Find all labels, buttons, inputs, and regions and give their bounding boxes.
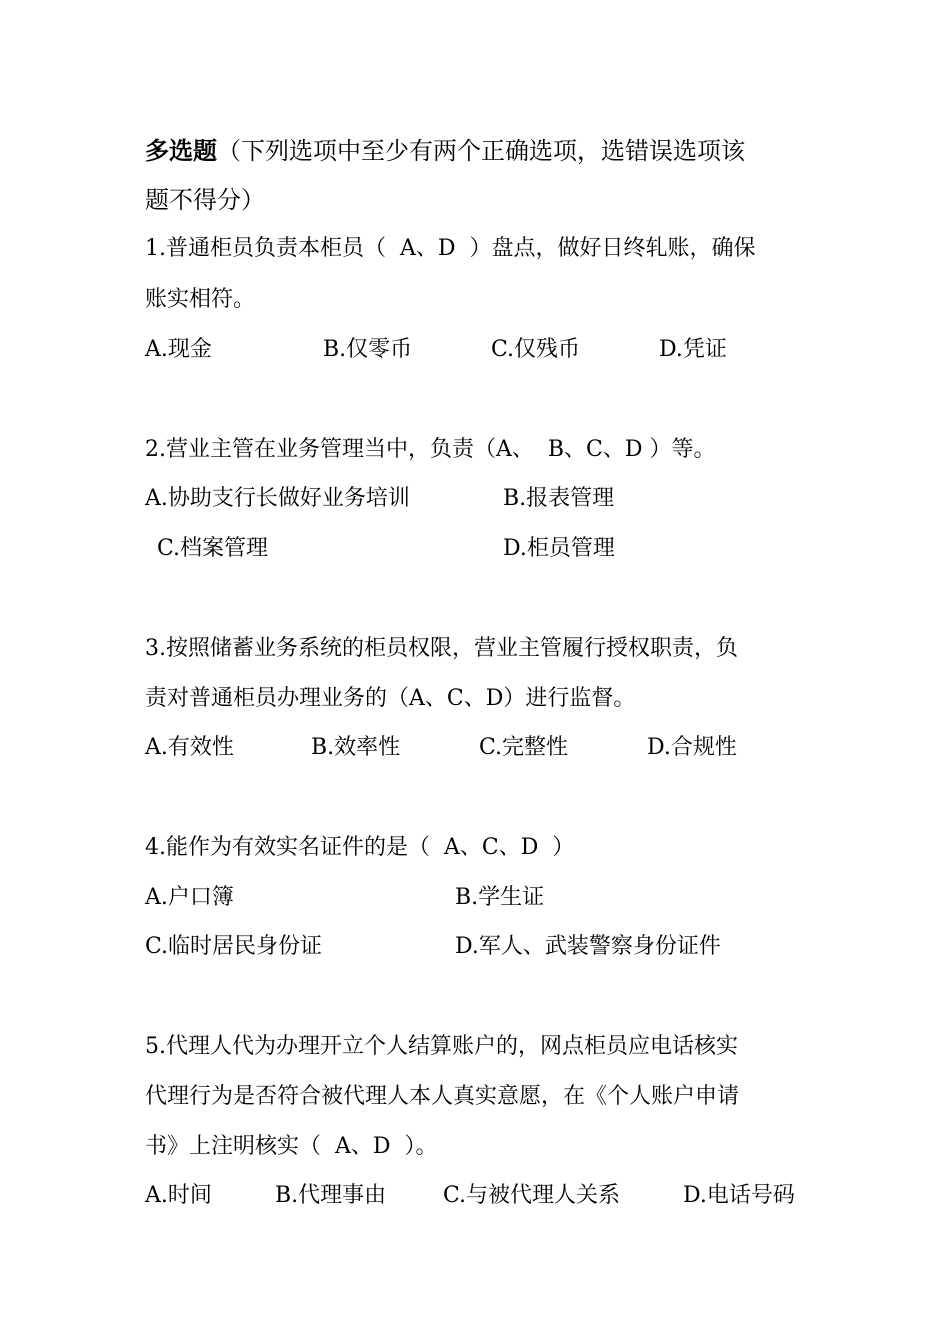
- question-1-option-c: C.仅残币: [491, 337, 581, 362]
- question-3-text: 3.按照储蓄业务系统的柜员权限，营业主管履行授权职责，负: [145, 636, 738, 661]
- question-1-option-d: D.凭证: [659, 337, 727, 362]
- question-4-option-a: A.户口簿: [145, 885, 234, 910]
- question-5-option-c: C.与被代理人关系: [443, 1183, 621, 1208]
- question-3-option-a: A.有效性: [145, 735, 234, 760]
- question-4-text: 4.能作为有效实名证件的是（ A、C、D ）: [145, 835, 575, 860]
- question-5-text-cont-1: 代理行为是否符合被代理人本人真实意愿，在《个人账户申请: [145, 1084, 740, 1109]
- section-instruction-cont: 题不得分）: [145, 186, 265, 214]
- question-5-option-a: A.时间: [145, 1183, 212, 1208]
- question-5-option-d: D.电话号码: [683, 1183, 795, 1208]
- question-2-option-c: C.档案管理: [157, 536, 269, 561]
- question-5-text-cont-2: 书》上注明核实（ A、D ）。: [145, 1134, 438, 1159]
- question-4-option-c: C.临时居民身份证: [145, 934, 323, 959]
- question-4-option-b: B.学生证: [455, 885, 545, 910]
- section-title: 多选题: [145, 136, 217, 165]
- section-instruction: （下列选项中至少有两个正确选项，选错误选项该: [217, 137, 745, 165]
- question-1-option-a: A.现金: [145, 337, 212, 362]
- question-4-option-d: D.军人、武装警察身份证件: [455, 934, 721, 959]
- question-1-text-cont: 账实相符。: [145, 287, 256, 312]
- question-1-text: 1.普通柜员负责本柜员（ A、D ）盘点，做好日终轧账，确保: [145, 236, 756, 261]
- question-2-option-b: B.报表管理: [503, 486, 615, 511]
- question-1-option-b: B.仅零币: [323, 337, 413, 362]
- question-3-text-cont: 责对普通柜员办理业务的（A、C、D）进行监督。: [145, 686, 636, 711]
- question-5-option-b: B.代理事由: [275, 1183, 387, 1208]
- section-heading: [145, 136, 745, 168]
- question-3-option-b: B.效率性: [311, 735, 401, 760]
- question-3-option-c: C.完整性: [479, 735, 569, 760]
- question-2-option-d: D.柜员管理: [503, 536, 615, 561]
- question-5-text: 5.代理人代为办理开立个人结算账户的，网点柜员应电话核实: [145, 1034, 738, 1059]
- question-2-option-a: A.协助支行长做好业务培训: [145, 486, 410, 511]
- question-2-text: 2.营业主管在业务管理当中，负责（A、 B、C、D ）等。: [145, 437, 716, 462]
- question-3-option-d: D.合规性: [647, 735, 737, 760]
